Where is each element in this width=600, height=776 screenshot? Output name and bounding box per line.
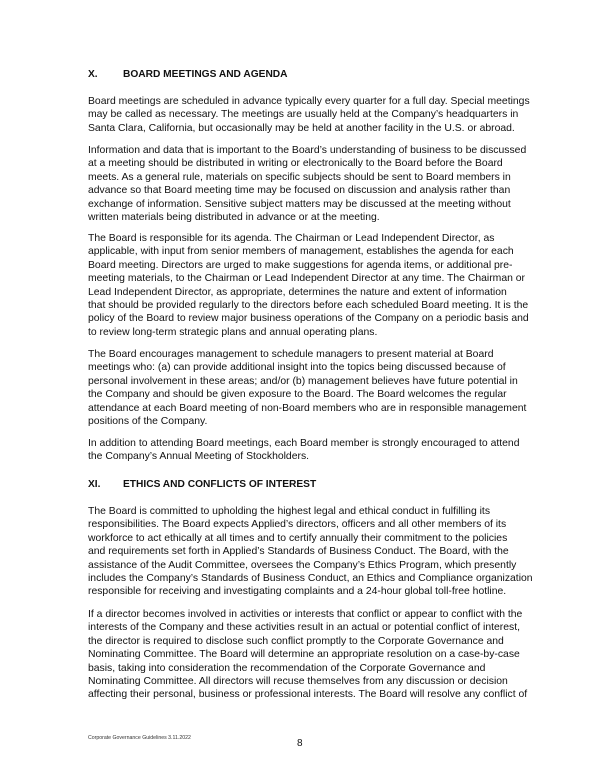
- text-line: may be called as necessary. The meetings are usually held at the Company’s headquarters in: [88, 109, 519, 121]
- text-line: responsibilities. The Board expects Applied’s directors, officers and all other members of its: [88, 519, 507, 531]
- text-line: The Board is committed to upholding the highest legal and ethical conduct in fulfilling its: [88, 506, 491, 517]
- text-line: at a meeting should be distributed in writing or electronically to the Board before the Board: [88, 158, 503, 170]
- text-line: to review long-term strategic plans and annual operating plans.: [88, 326, 378, 338]
- text-line: positions of the Company.: [88, 416, 208, 428]
- section-title: BOARD MEETINGS AND AGENDA: [123, 69, 288, 80]
- text-line: that should be provided regularly to the directors before each scheduled Board meeting. It is the: [88, 300, 529, 312]
- section-number: XI.: [88, 479, 101, 490]
- paragraph: [88, 95, 528, 135]
- text-line: In addition to attending Board meetings, each Board member is strongly encouraged to attend: [88, 438, 520, 449]
- text-line: the director is required to disclose such conflict promptly to the Corporate Governance and: [88, 635, 504, 647]
- text-line: Lead Independent Director, as appropriate, determines the nature and extent of information: [88, 286, 507, 298]
- text-line: applicable, with input from senior members of management, establishes the agenda for each: [88, 246, 514, 258]
- text-line: Information and data that is important to the Board’s understanding of business to be discussed: [88, 145, 527, 156]
- text-line: meets. As a general rule, materials on specific subjects should be sent to Board members in: [88, 171, 511, 183]
- text-line: written materials being distributed in advance or at the meeting.: [88, 212, 380, 224]
- section-title: ETHICS AND CONFLICTS OF INTEREST: [123, 479, 317, 490]
- text-line: policy of the Board to review major business operations of the Company on a periodic basis and: [88, 313, 529, 325]
- text-line: affecting their personal, business or professional interests. The Board will resolve any conflict of: [88, 689, 528, 701]
- text-line: Board meetings are scheduled in advance typically every quarter for a full day. Special meetings: [88, 96, 530, 107]
- text-line: basis, taking into consideration the recommendation of the Corporate Governance and: [88, 662, 486, 674]
- section-heading: [88, 69, 288, 80]
- section-heading: [88, 479, 316, 490]
- text-line: responsible for receiving and investigating complaints and a 24-hour global toll-free hotline.: [88, 586, 507, 598]
- text-line: If a director becomes involved in activities or interests that conflict or appear to conflict with the: [88, 609, 523, 620]
- text-line: assistance of the Audit Committee, oversees the Company’s Ethics Program, which presently: [88, 559, 517, 571]
- text-line: workforce to act ethically at all times and to certify annually their commitment to the policies: [88, 532, 508, 544]
- text-line: the Company and should be given exposure to the Board. The Board welcomes the regular: [88, 389, 507, 401]
- paragraph: [88, 348, 528, 428]
- text-line: The Board is responsible for its agenda. The Chairman or Lead Independent Director, as: [88, 233, 495, 244]
- paragraph: [88, 608, 528, 702]
- text-line: meeting materials, to the Chairman or Lead Independent Director at any time. The Chairman or: [88, 273, 526, 285]
- text-line: meetings who: (a) can provide additional insight into the topics being discussed because of: [88, 362, 506, 374]
- text-line: includes the Company’s Standards of Business Conduct, an Ethics and Compliance organization: [88, 573, 533, 585]
- footer-document-title: Corporate Governance Guidelines 3.11.2022: [88, 735, 191, 741]
- paragraph: [88, 505, 533, 599]
- text-line: The Board encourages management to schedule managers to present material at Board: [88, 349, 494, 360]
- section-number: X.: [88, 69, 98, 80]
- text-line: advance so that Board meeting time may be focused on discussion and analysis rather than: [88, 185, 511, 197]
- text-line: interests of the Company and these activities result in an actual or potential conflict of interest,: [88, 622, 521, 634]
- paragraph: [88, 232, 528, 339]
- text-line: Nominating Committee. The Board will determine an appropriate resolution on a case-by-case: [88, 649, 520, 661]
- text-line: exchange of information. Sensitive subject matters may be discussed at the meeting without: [88, 198, 511, 210]
- paragraph: [88, 437, 528, 464]
- page-number: 8: [297, 738, 303, 749]
- text-line: Nominating Committee. All directors will recuse themselves from any discussion or decision: [88, 676, 508, 688]
- text-line: Santa Clara, California, but occasionally may be held at another facility in the U.S. or abroad.: [88, 122, 515, 134]
- text-line: the Company’s Annual Meeting of Stockholders.: [88, 451, 310, 463]
- paragraph: [88, 144, 528, 224]
- text-line: attendance at each Board meeting of non-Board members who are in responsible management: [88, 402, 527, 414]
- text-line: and requirements set forth in Applied’s Standards of Business Conduct. The Board, with the: [88, 546, 509, 558]
- text-line: personal involvement in these areas; and/or (b) management believes have future potential in: [88, 375, 518, 387]
- text-line: Board meeting. Directors are urged to make suggestions for agenda items, or additional pre-: [88, 259, 513, 271]
